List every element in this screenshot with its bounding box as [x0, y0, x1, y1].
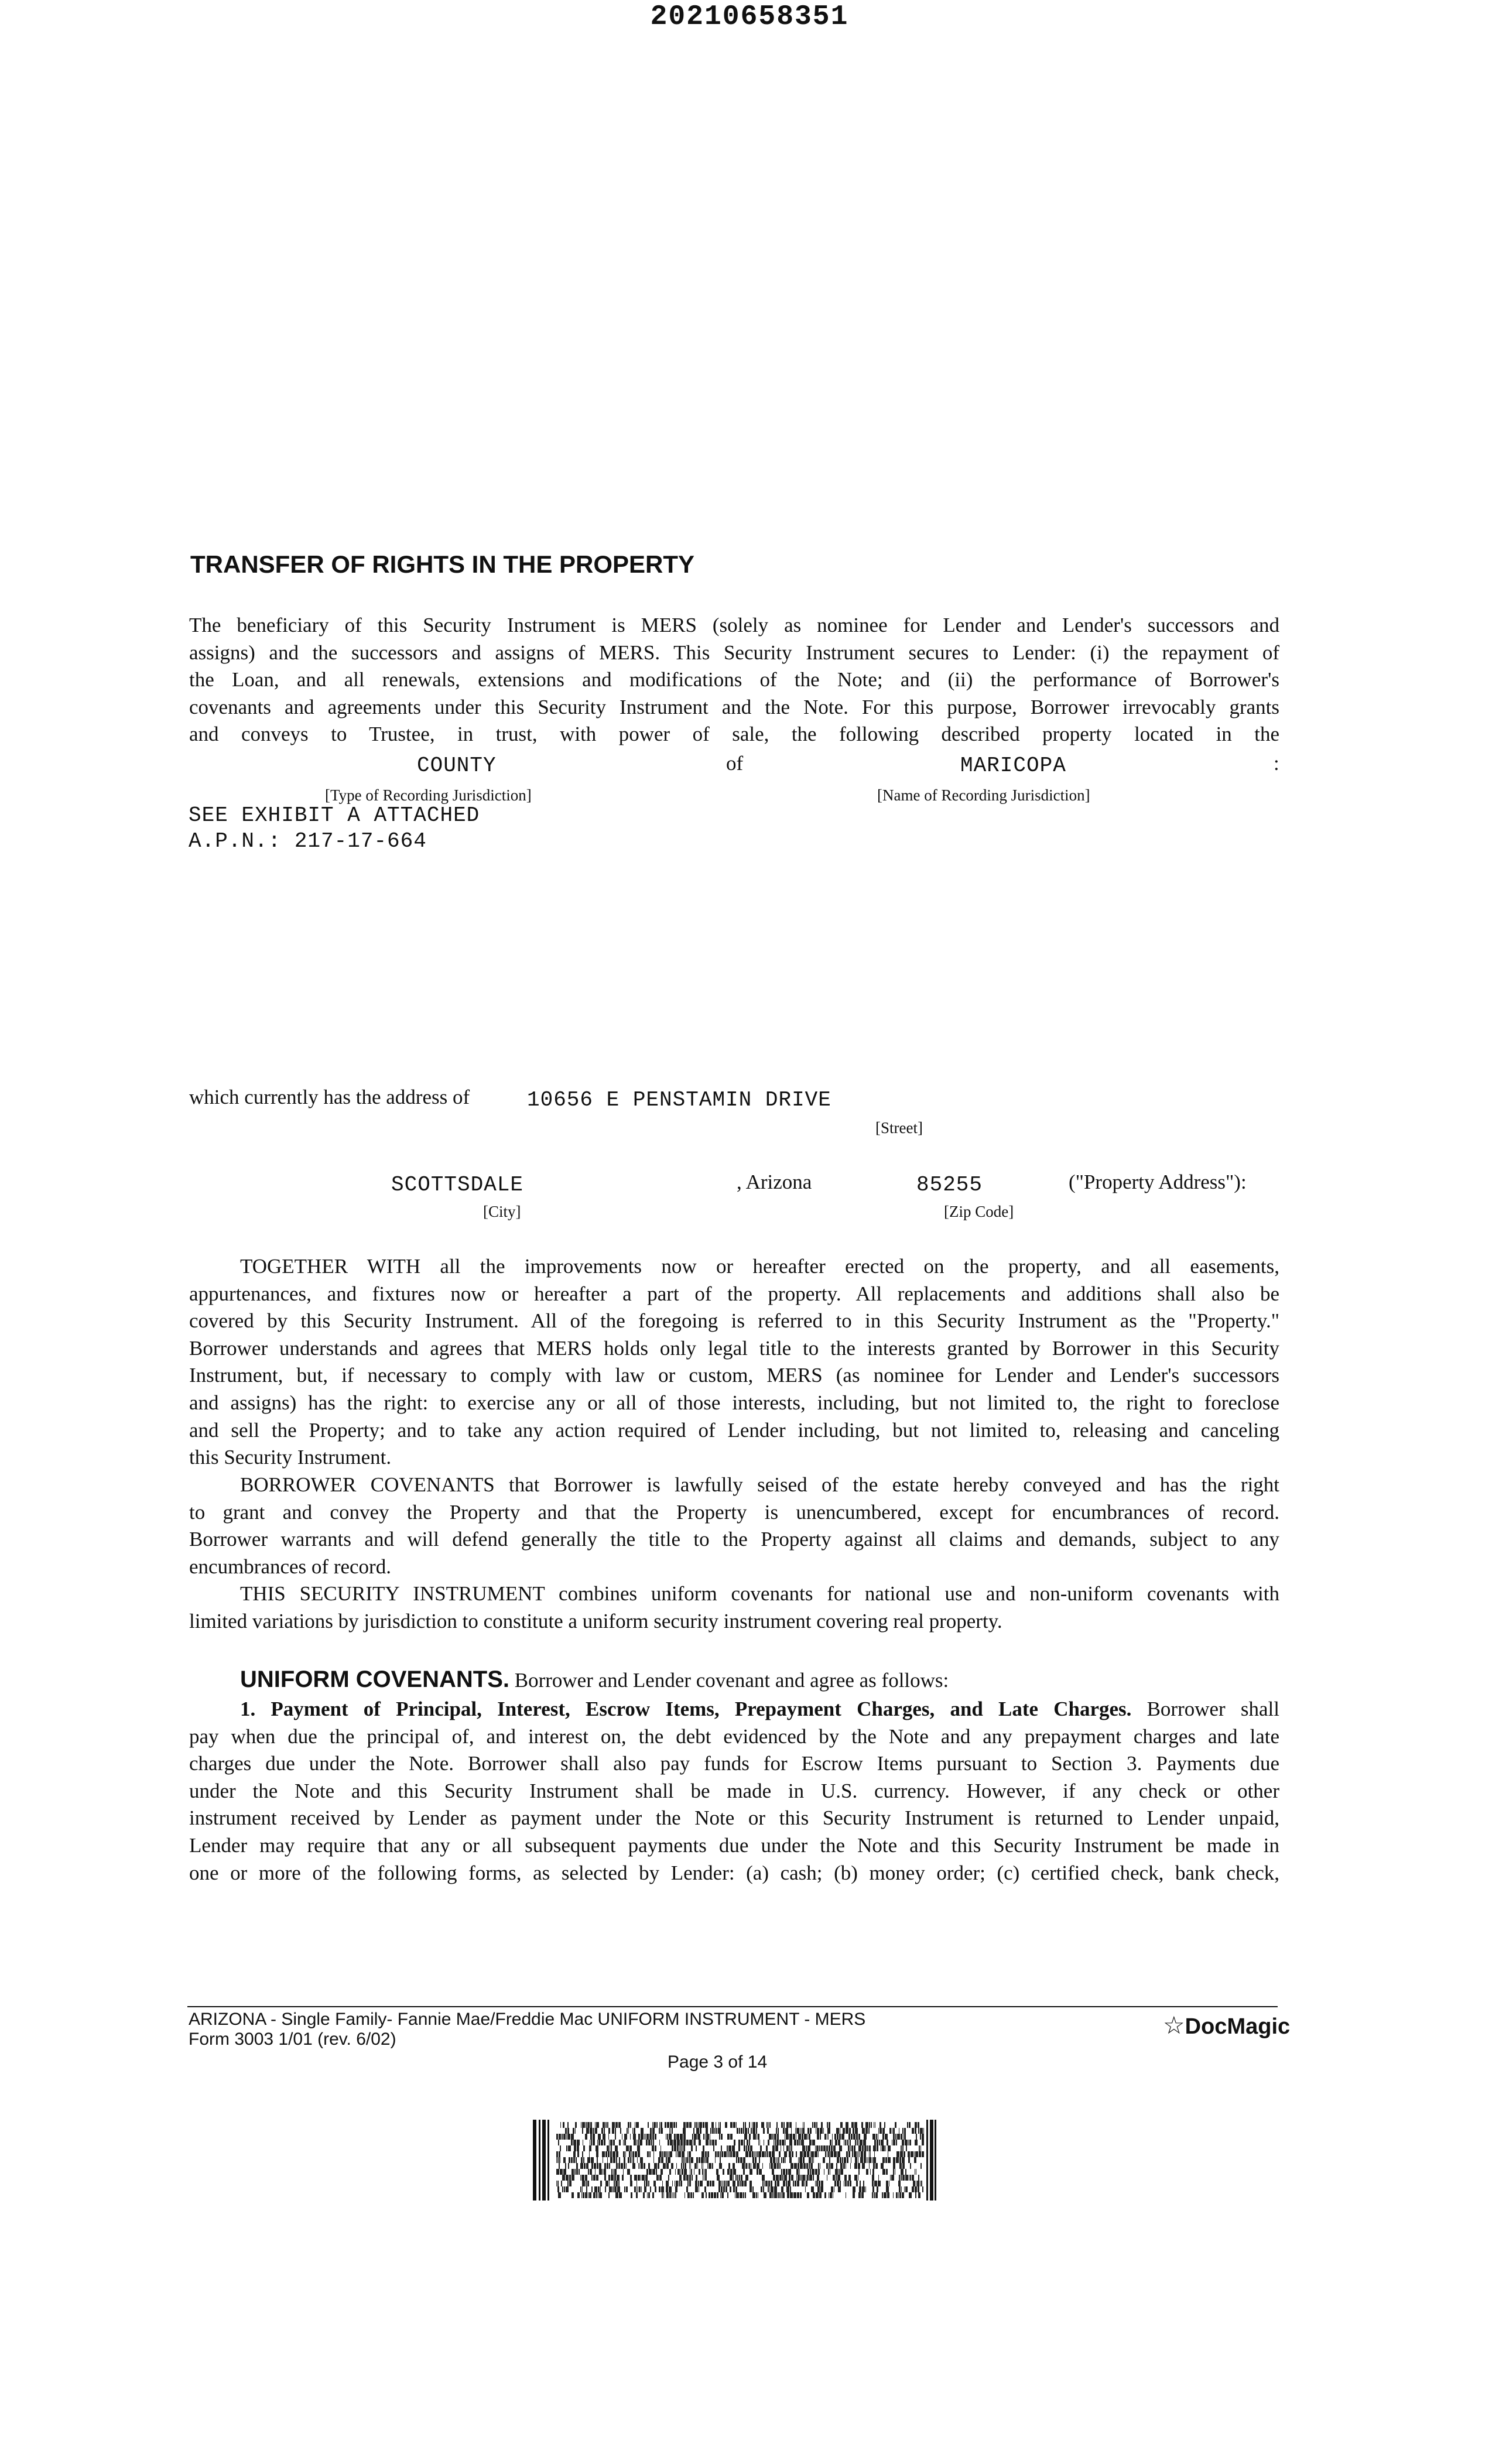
logo-text: DocMagic [1185, 2014, 1291, 2039]
jurisdiction-colon: : [1274, 752, 1279, 775]
section-heading: TRANSFER OF RIGHTS IN THE PROPERTY [190, 550, 695, 578]
paragraph-line: to grant and convey the Property and that the Property is unencumbered, except for encumbrances of record. [189, 1500, 1279, 1524]
paragraph-line: and assigns) has the right: to exercise any or all of those interests, including, but not limited to, the right to foreclose [189, 1391, 1279, 1414]
paragraph-line: appurtenances, and fixtures now or hereafter a part of the property. All replacements and additions shall also be [189, 1282, 1279, 1305]
paragraph-line: BORROWER COVENANTS that Borrower is lawfully seised of the estate hereby conveyed and has the right [240, 1473, 1279, 1496]
covenant-1-first-tail: Borrower shall [1131, 1698, 1279, 1720]
covenant-1-first-line [189, 1696, 1279, 1723]
paragraph-line: the Loan, and all renewals, extensions and modifications of the Note; and (ii) the performance of Borrower's [189, 668, 1279, 692]
footer-divider [187, 2006, 1278, 2007]
star-icon: ☆ [1163, 2011, 1185, 2039]
city-value: SCOTTSDALE [391, 1173, 524, 1197]
address-lead-text: which currently has the address of [189, 1086, 470, 1108]
paragraph-line: this Security Instrument. [189, 1446, 392, 1469]
paragraph-line: under the Note and this Security Instrument shall be made in U.S. currency. However, if any check or other [189, 1779, 1279, 1802]
security-instrument-paragraph [189, 1580, 1279, 1635]
paragraph-line: THIS SECURITY INSTRUMENT combines uniform covenants for national use and non-uniform covenants with [240, 1582, 1279, 1605]
jurisdiction-of-text: of [726, 752, 744, 775]
paragraph-line: charges due under the Note. Borrower shall also pay funds for Escrow Items pursuant to Section 3. Payments due [189, 1752, 1279, 1775]
legal-description-line: A.P.N.: 217-17-664 [189, 829, 427, 853]
borrower-covenants-paragraph [189, 1471, 1279, 1580]
zip-caption: [Zip Code] [944, 1203, 1014, 1220]
covenant-1-title: 1. Payment of Principal, Interest, Escrow Items, Prepayment Charges, and Late Charges. [240, 1698, 1132, 1720]
paragraph-line: Borrower understands and agrees that MERS holds only legal title to the interests granted by Borrower in this Security [189, 1336, 1279, 1360]
legal-description-line: SEE EXHIBIT A ATTACHED [189, 803, 480, 827]
zip-value: 85255 [916, 1173, 983, 1197]
jurisdiction-name-caption: [Name of Recording Jurisdiction] [877, 786, 1090, 804]
uniform-covenants-heading-line [240, 1666, 949, 1693]
uniform-covenants-intro: Borrower and Lender covenant and agree as follows: [509, 1669, 949, 1692]
street-value: 10656 E PENSTAMIN DRIVE [527, 1088, 831, 1112]
paragraph-line: encumbrances of record. [189, 1555, 391, 1578]
paragraph-line: covenants and agreements under this Security Instrument and the Note. For this purpose, Borrower irrevocably grants [189, 695, 1279, 718]
paragraph-line: Instrument, but, if necessary to comply with law or custom, MERS (as nominee for Lender and Lender's successors [189, 1364, 1279, 1387]
barcode [533, 2120, 937, 2201]
footer-form-number: Form 3003 1/01 (rev. 6/02) [189, 2030, 396, 2049]
footer-form-title: ARIZONA - Single Family- Fannie Mae/Freddie Mac UNIFORM INSTRUMENT - MERS [189, 2010, 866, 2029]
together-with-paragraph [189, 1253, 1279, 1471]
docmagic-logo [1163, 2011, 1290, 2039]
paragraph-line: limited variations by jurisdiction to constitute a uniform security instrument covering real property. [189, 1609, 1002, 1633]
paragraph-line: TOGETHER WITH all the improvements now or hereafter erected on the property, and all easements, [240, 1255, 1279, 1278]
city-caption: [City] [483, 1203, 521, 1220]
street-caption: [Street] [875, 1119, 923, 1137]
jurisdiction-type-caption: [Type of Recording Jurisdiction] [325, 786, 532, 804]
paragraph-line: and sell the Property; and to take any action required of Lender including, but not limited to, releasing and canceling [189, 1418, 1279, 1442]
covenant-1-paragraph [189, 1696, 1279, 1887]
document-number: 20210658351 [650, 1, 849, 33]
state-text: , Arizona [737, 1171, 812, 1193]
paragraph-line: The beneficiary of this Security Instrument is MERS (solely as nominee for Lender and Lender's successors and [189, 614, 1279, 636]
paragraph-line: Lender may require that any or all subsequent payments due under the Note and this Security Instrument be made in [189, 1833, 1279, 1857]
paragraph-line: instrument received by Lender as payment under the Note or this Security Instrument is returned to Lender unpaid, [189, 1806, 1279, 1830]
transfer-paragraph [189, 612, 1279, 748]
paragraph-line: assigns) and the successors and assigns of MERS. This Security Instrument secures to Lender: (i) the repayment of [189, 641, 1279, 664]
uniform-covenants-heading: UNIFORM COVENANTS. [240, 1666, 509, 1692]
paragraph-line: Borrower warrants and will defend generally the title to the Property against all claims and demands, subject to any [189, 1528, 1279, 1551]
property-address-label: ("Property Address"): [1069, 1171, 1247, 1193]
footer-page-number: Page 3 of 14 [668, 2052, 768, 2072]
paragraph-line: and conveys to Trustee, in trust, with power of sale, the following described property located in the [189, 723, 1279, 746]
jurisdiction-name-value: MARICOPA [960, 754, 1066, 778]
paragraph-line: one or more of the following forms, as selected by Lender: (a) cash; (b) money order; (c) certified check, bank check, [189, 1861, 1279, 1884]
paragraph-line: covered by this Security Instrument. All of the foregoing is referred to in this Security Instrument as the "Property." [189, 1309, 1279, 1333]
paragraph-line: pay when due the principal of, and interest on, the debt evidenced by the Note and any prepayment charges and late [189, 1724, 1279, 1748]
jurisdiction-type-value: COUNTY [417, 754, 497, 778]
